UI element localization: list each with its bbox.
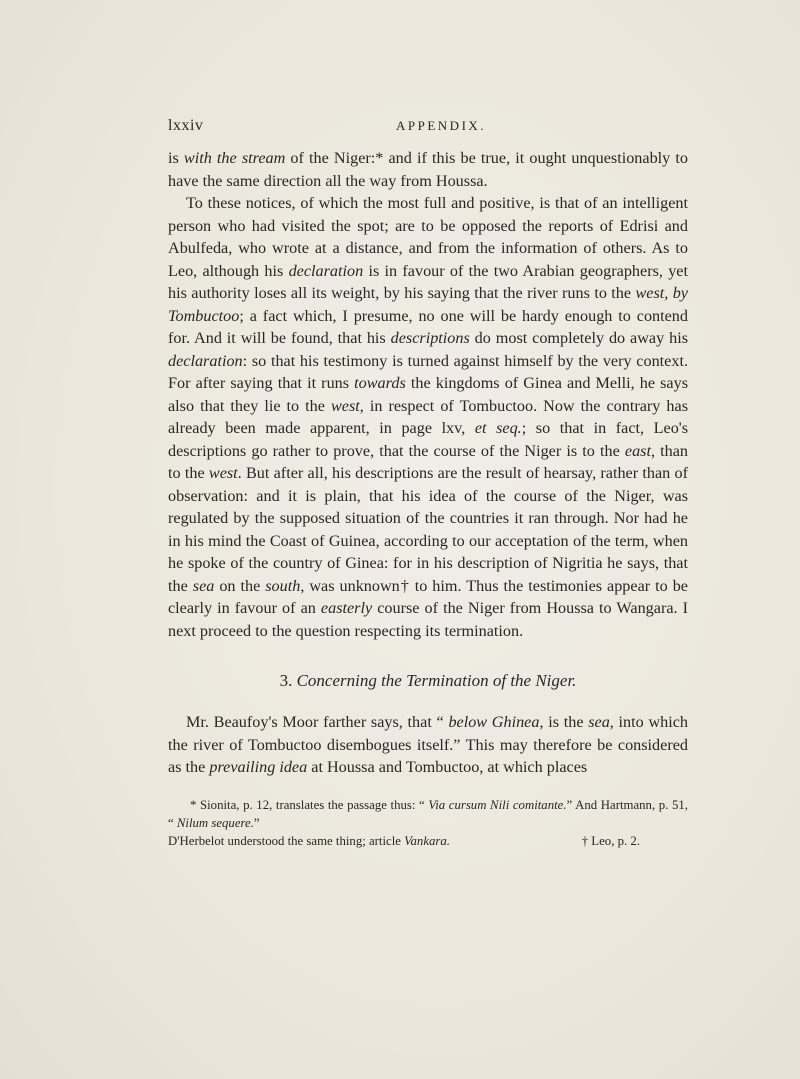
footnote-herbelot: D'Herbelot understood the same thing; article Vankara. xyxy=(168,834,450,848)
main-text xyxy=(168,147,688,642)
section-text xyxy=(168,711,688,779)
footnote-asterisk: * Sionita, p. 12, translates the passage thus: “ Via cursum Nili comitante.” And Hartmann, p. 51, “ Nilum sequere.” xyxy=(168,798,688,830)
footnote-row xyxy=(168,832,688,850)
paragraph-termination: Mr. Beaufoy's Moor farther says, that “ below Ghinea, is the sea, into which the river of Tombuctoo disembogues itself.” This may therefore be considered as the prevailing idea at Houssa and Tombuctoo, at which places xyxy=(168,713,688,776)
section-heading xyxy=(168,671,688,691)
paragraph-continued: is with the stream of the Niger:* and if this be true, it ought unquestionably to have the same direction all the way from Houssa. xyxy=(168,149,688,190)
section-number: 3. xyxy=(279,671,293,690)
page-number: lxxiv xyxy=(168,117,204,134)
paragraph-testimonies: To these notices, of which the most full and positive, is that of an intelligent person who had visited the spot; are to be opposed the reports of Edrisi and Abulfeda, who wrote at a distance, and from the information of others. As to Leo, although his declaration is in favour of the two Arabian geographers, yet his authority loses all its weight, by his saying that the river runs to the west, by Tombuctoo; a fact which, I presume, no one will be hardy enough to contend for. And it will be found, that his descriptions do most completely do away his declaration: so that his testimony is turned against himself by the very context. For after saying that it runs towards the kingdoms of Ginea and Melli, he says also that they lie to the west, in respect of Tombuctoo. Now the contrary has already been made apparent, in page lxv, et seq.; so that in fact, Leo's descriptions go rather to prove, that the course of the Niger is to the east, than to the west. But after all, his descriptions are the result of hearsay, rather than of observation: and it is plain, that his idea of the course of the Niger, was regulated by the supposed situation of the countries it ran through. Nor had he in his mind the Coast of Guinea, according to our acceptation of the term, when he spoke of the country of Ginea: for in his description of Nigritia he says, that the sea on the south, was unknown† to him. Thus the testimonies appear to be clearly in favour of an easterly course of the Niger from Houssa to Wangara. I next proceed to the question respecting its termination. xyxy=(168,194,689,640)
section-title: Concerning the Termination of the Niger. xyxy=(296,671,577,690)
running-head: APPENDIX. xyxy=(396,118,487,133)
footnote-dagger: † Leo, p. 2. xyxy=(581,834,640,848)
footnotes xyxy=(168,796,688,850)
page-header xyxy=(168,117,688,137)
